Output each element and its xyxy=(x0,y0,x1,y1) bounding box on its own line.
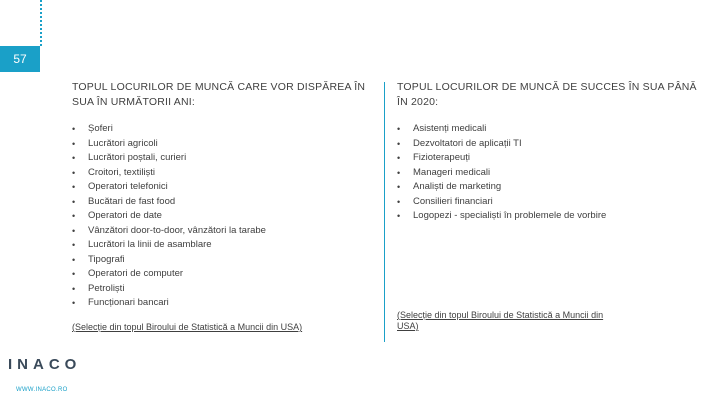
list-item xyxy=(72,238,372,253)
bullet-icon: • xyxy=(72,298,76,308)
left-column xyxy=(72,80,372,311)
list-item-text: Operatori de computer xyxy=(88,268,184,279)
right-column-title: TOPUL LOCURILOR DE MUNCĂ DE SUCCES ÎN SUA PÂNĂ ÎN 2020: xyxy=(397,81,697,108)
left-source-link[interactable]: (Selecție din topul Biroului de Statistică a Muncii din USA) xyxy=(72,322,303,332)
list-item xyxy=(72,267,372,282)
bullet-icon: • xyxy=(72,269,76,279)
list-item-text: Asistenți medicali xyxy=(413,123,487,134)
list-item xyxy=(397,137,697,152)
list-item xyxy=(72,166,372,181)
list-item xyxy=(72,151,372,166)
bullet-icon: • xyxy=(397,182,401,192)
list-item xyxy=(397,166,697,181)
column-divider xyxy=(384,82,385,342)
list-item xyxy=(72,122,372,137)
bullet-icon: • xyxy=(397,167,401,178)
list-item-text: Bucătari de fast food xyxy=(88,195,176,207)
list-item xyxy=(72,209,372,224)
bullet-icon: • xyxy=(72,240,76,250)
list-item-text: Manageri medicali xyxy=(413,166,491,178)
bullet-icon: • xyxy=(397,211,401,221)
right-source-link[interactable]: (Selecție din topul Biroului de Statistică a Muncii din USA) xyxy=(397,310,604,331)
list-item xyxy=(72,282,372,297)
list-item-text: Petroliști xyxy=(88,282,125,294)
right-bullet-list xyxy=(397,122,697,224)
page-number-badge: 57 xyxy=(0,46,40,72)
list-item xyxy=(72,253,372,268)
list-item xyxy=(72,296,372,311)
list-item xyxy=(72,180,372,195)
bullet-icon: • xyxy=(72,182,76,192)
bullet-icon: • xyxy=(72,153,76,163)
left-bullet-list xyxy=(72,122,372,311)
bullet-icon: • xyxy=(72,167,76,178)
bullet-icon: • xyxy=(72,225,76,236)
list-item-text: Lucrători agricoli xyxy=(88,137,158,149)
list-item xyxy=(397,151,697,166)
logo-wordmark: INACO xyxy=(8,356,82,373)
list-item-text: Vânzători door-to-door, vânzători la tarabe xyxy=(88,224,266,236)
right-column xyxy=(397,80,697,224)
list-item xyxy=(397,209,697,224)
bullet-icon: • xyxy=(72,196,76,207)
list-item-text: Funcționari bancari xyxy=(88,297,169,308)
list-item-text: Tipografi xyxy=(88,253,125,265)
bullet-icon: • xyxy=(397,138,401,149)
decorative-dotted-line xyxy=(40,0,42,46)
bullet-icon: • xyxy=(397,124,401,134)
left-column-title: TOPUL LOCURILOR DE MUNCĂ CARE VOR DISPĂREA ÎN SUA ÎN URMĂTORII ANI: xyxy=(72,81,366,108)
bullet-icon: • xyxy=(397,196,401,207)
bullet-icon: • xyxy=(72,211,76,221)
list-item xyxy=(397,122,697,137)
bullet-icon: • xyxy=(397,153,401,163)
list-item-text: Dezvoltatori de aplicații TI xyxy=(413,137,522,149)
list-item-text: Fizioterapeuți xyxy=(413,152,471,163)
bullet-icon: • xyxy=(72,283,76,294)
list-item-text: Operatori telefonici xyxy=(88,181,168,192)
list-item xyxy=(397,180,697,195)
inaco-logo xyxy=(8,356,82,386)
list-item-text: Analiști de marketing xyxy=(413,181,502,192)
list-item-text: Șoferi xyxy=(88,123,113,134)
bullet-icon: • xyxy=(72,124,76,134)
list-item xyxy=(72,195,372,210)
bullet-icon: • xyxy=(72,254,76,265)
list-item-text: Lucrători la linii de asamblare xyxy=(88,239,212,250)
list-item xyxy=(72,137,372,152)
list-item-text: Logopezi - specialiști în problemele de vorbire xyxy=(413,210,607,221)
list-item xyxy=(72,224,372,239)
list-item xyxy=(397,195,697,210)
list-item-text: Lucrători poștali, curieri xyxy=(88,152,187,163)
website-url[interactable]: WWW.INACO.RO xyxy=(16,387,68,393)
list-item-text: Croitori, textiliști xyxy=(88,166,156,178)
list-item-text: Operatori de date xyxy=(88,210,162,221)
list-item-text: Consilieri financiari xyxy=(413,195,493,207)
bullet-icon: • xyxy=(72,138,76,149)
